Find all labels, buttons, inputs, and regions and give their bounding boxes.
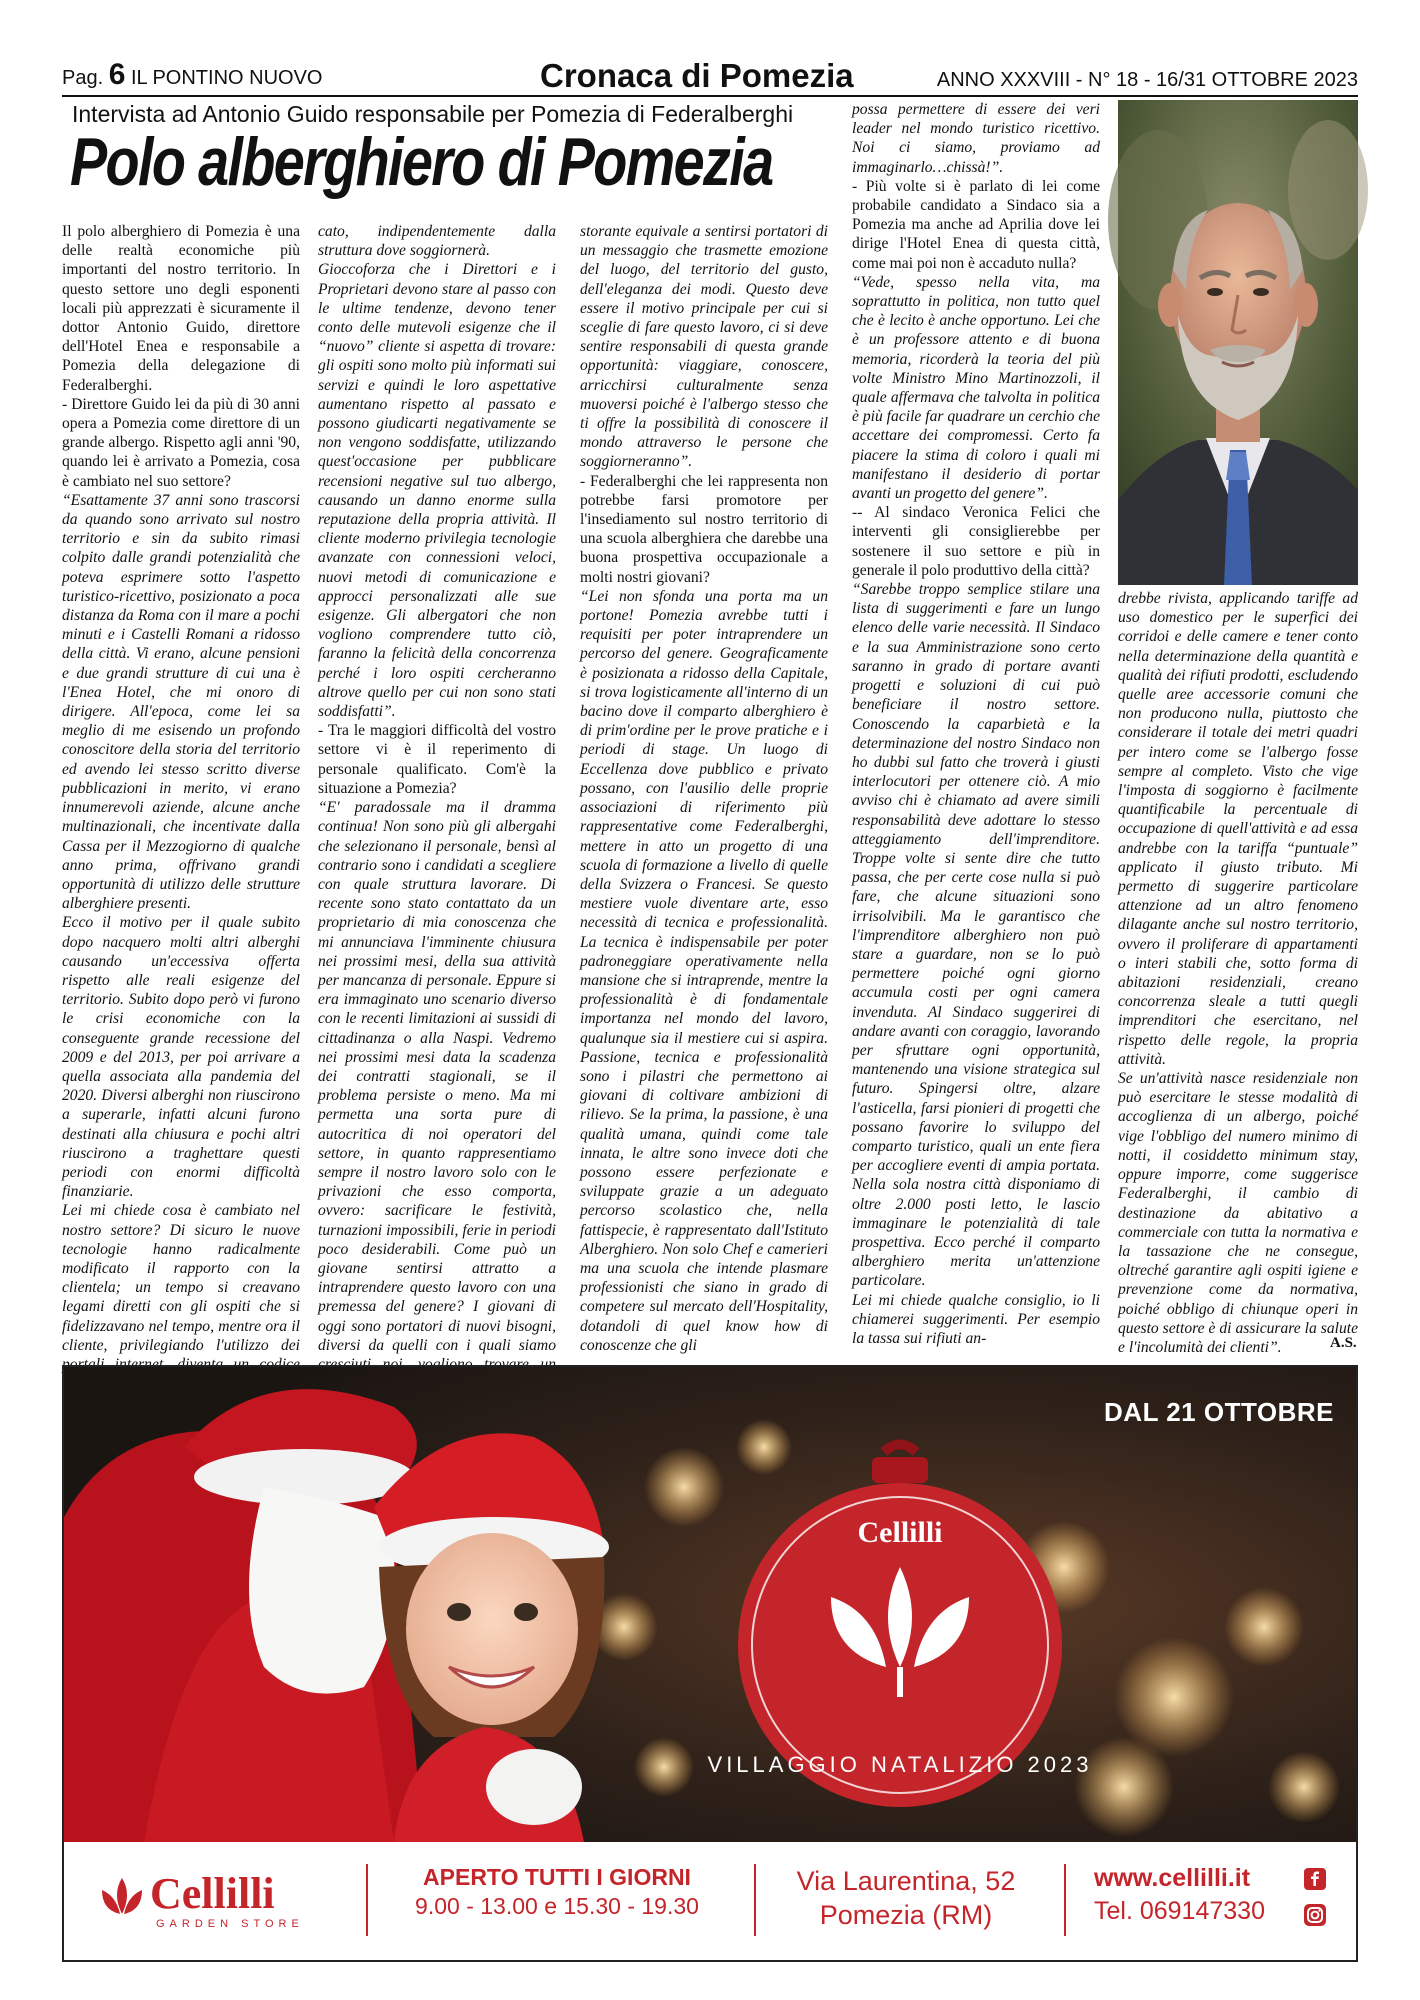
article-column-5	[1118, 589, 1358, 1356]
leaf-logo-icon	[98, 1874, 146, 1922]
paragraph: - Direttore Guido lei da più di 30 anni opera a Pomezia come direttore di un grande albergo. Rispetto agli anni '90, quando lei è arrivato a Pomezia, cosa è cambiato nel suo settore?	[62, 395, 300, 490]
paragraph: Lei mi chiede cosa è cambiato nel nostro settore? Di sicuro le nuove tecnologie hanno radicalmente modificato il rapporto con la clientela; un tempo si creavano legami diretti con gli ospiti che si fidelizzavano nel tempo, mentre ora il cliente, privilegiando l'utilizzo dei	[62, 1202, 300, 1354]
paragraph: Il polo alberghiero di Pomezia è una delle realtà economiche più importanti del nostro territorio. In questo settore uno degli esponenti locali più apprezzati è sicuramente il dottor Antonio Guido, direttore dell'Hotel Enea e responsabile a Pomezia della delegazione di Federalberghi.	[62, 223, 300, 394]
contact-info	[1094, 1864, 1265, 1926]
instagram-icon[interactable]	[1304, 1904, 1326, 1926]
hours-value: 9.00 - 13.00 e 15.30 - 19.30	[415, 1893, 699, 1919]
section-title: Cronaca di Pomezia	[540, 57, 854, 94]
logo-word: Cellilli	[150, 1869, 275, 1918]
brand-logo	[98, 1869, 328, 1932]
page-info	[62, 58, 322, 92]
portrait-illustration	[1118, 100, 1358, 585]
phone-number: Tel. 069147330	[1094, 1897, 1265, 1925]
date-banner: DAL 21 OTTOBRE	[1104, 1397, 1334, 1427]
header-rule	[62, 95, 1358, 97]
paragraph: “Lei non sfonda una porta ma un portone! Pomezia avrebbe tutti i requisiti per poter intraprendere un percorso del genere. Geograficamente è posizionata a ridosso della Capitale, si trova logisticamente all'interno di un bacino dove il comparto alberghiero è di prim'ordine per le prove pratiche e i periodi di stage. Un luogo di Eccellenza dove pubblico e privato possano, con l'ausilio delle proprie associazioni di riferimento più rappresentative come Federalberghi, mettere in atto un progetto di una scuola di formazione a livello di quelle della Svizzera o Francesi. Se questo mestiere vuole diventare arte, esso necessità di tecnica e professionalità. La tecnica è indispensabile per poter padroneggiare operativamente nella mansione che si intraprende, mentre la professionalità è di fondamentale importanza nel mondo del lavoro, qualunque sia il mestiere cui si aspira. Passione, tecnica e professionalità sono i pilastri che permettono ai giovani di coltivare ambizioni di rilievo. Se la prima, la passione, è una qualità umana, quindi come tale innata, le altre sono invece doti che possono essere perfezionate e sviluppate grazie a un adeguato percorso scolastico che, nella fattispecie, è rappresentato dall'Istituto Alberghiero. Non solo Chef e camerieri ma una scuola che intende plasmare professionisti che siano in grado di competere sul mercato dell'Hospitality, dotandoli di quel know how di conoscenze che gli	[580, 587, 828, 1354]
author-signature: A.S.	[1330, 1335, 1357, 1351]
paper-name: IL PONTINO NUOVO	[130, 67, 323, 89]
store-address	[776, 1864, 1036, 1932]
logo-subtitle: GARDEN STORE	[156, 1918, 304, 1930]
paragraph: Se un'attività nasce residenziale non può esercitare le stesse modalità di accoglienza di un albergo, poiché vige l'obbligo del numero minimo di notti, il cosiddetto minimum stay, oppure imporre, come suggerisce Federalberghi, il cambio di destinazione da abitativo a commerciale con tutta la normativa e la tassazione che ne consegue, oltreché garantire agli ospiti igiene e prevenzione come da normativa, poiché obbligo di chiunque operi in questo settore è di assicurare la salute e l'incolumità dei clienti”.	[1118, 1070, 1358, 1356]
advertisement	[62, 1365, 1358, 1962]
paragraph: “Sarebbe troppo semplice stilare una lista di suggerimenti e fare un lungo elenco delle varie necessità. Il Sindaco e la sua Amministrazione sono certo saranno in grado di portare avanti progetti e soluzioni di cui può beneficiare il nostro settore. Conoscendo la caparbietà e la determinazione del nostro Sindaco non ho dubbi sul fatto che troverà i giusti interlocutori per ottenere ciò. A mio avviso chi è chiamato ad avere simili responsabilità deve adottare lo stesso atteggiamento dell'imprenditore. Troppe volte si sente dire che tutto passa, che per certe cose nulla si può fare, che alcune situazioni sono irrisolvibili. Ma le garantisco che l'imprenditore alberghiero non può stare a guardare, non se lo può permettere poiché ogni giorno accumula costi per ogni camera invenduta. Al Sindaco suggerirei di andare avanti con coraggio, lavorando per sfruttare ogni opportunità, mantenendo una visione strategica sul futuro. Spingersi oltre, alzare l'asticella, farsi pionieri di progetti che possano favorire lo sviluppo del comparto turistico, quali un ente fiera per accogliere eventi di ampia portata. Nella sola nostra città disponiamo di oltre 2.000 posti letto, le lascio immaginare le potenzialità di tale prospettiva. Ecco perché il comparto alberghiero merita un'attenzione particolare.	[852, 581, 1100, 1290]
page-number: 6	[108, 58, 126, 91]
paragraph: “Vede, spesso nella vita, ma soprattutto in politica, non tutto quel che è lecito è anche opportuno. Lei che è un professore attento e di buona memoria, ricorderà la teoria del più volte Ministro Mino Martinozzoli, il quale affermava che talvolta in politica è più facile far quadrare un cerchio che accettare dei compromessi. Certo fa piacere la stima di coloro i quali mi manifestano il desiderio di portar avanti un progetto del genere”.	[852, 273, 1100, 503]
article-column-1	[62, 222, 300, 1354]
footer-divider	[754, 1864, 756, 1936]
page-label: Pag.	[62, 67, 104, 89]
ad-image	[64, 1367, 1356, 1842]
paragraph: - Federalberghi che lei rappresenta non potrebbe farsi promotore per l'insediamento sul nostro territorio di una scuola alberghiera che darebbe una buona prospettiva occupazionale a molti nostri giovani?	[580, 472, 828, 586]
page-header	[62, 57, 1358, 94]
christmas-scene-illustration	[64, 1367, 1356, 1842]
paragraph: - Più volte si è parlato di lei come probabile candidato a Sindaco sia a Pomezia ma anche ad Aprilia dove lei dirige l'Hotel Enea di questa città, come mai poi non è accaduto nulla?	[852, 177, 1100, 272]
footer-divider	[366, 1864, 368, 1936]
facebook-icon[interactable]	[1304, 1868, 1326, 1890]
paragraph: - Tra le maggiori difficoltà del vostro settore vi è il reperimento di personale qualificato. Com'è la situazione a Pomezia?	[318, 722, 556, 797]
paragraph: Gioccoforza che i Direttori e i Proprietari devono stare al passo con le ultime tendenze, devono tener conto delle mutevoli esigenze che il “nuovo” cliente si aspetta di trovare: gli ospiti sono molto più informati sui servizi e quindi le loro aspettative aumentano rispetto al passato e possono giudicarti negativamente se non vengono soddisfatte, utilizzando quest'occasione per pubblicare recensioni negative sul tuo albergo, causando un danno enorme sulla reputazione della propria attività. Il cliente moderno privilegia tecnologie avanzate con connessioni veloci, nuovi metodi di comunicazione e approcci personalizzati alle sue esigenze. Gli albergatori che non vogliono comprendere tutto ciò, faranno la felicità della concorrenza perché i loro ospiti cercheranno altrove quello per cui non sono stati soddisfatti”.	[318, 261, 556, 721]
article-column-3	[580, 222, 828, 1354]
article-column-2	[318, 222, 556, 1354]
hours-title: APERTO TUTTI I GIORNI	[423, 1864, 691, 1890]
paragraph: storante equivale a sentirsi portatori di un messaggio che trasmette emozione del luogo, del territorio del gusto, dell'eleganza dei modi. Questo deve essere il motivo principale per cui si sceglie di fare questo lavoro, ci si deve sentire responsabili di questa grande opportunità: viaggiare, conoscere, arricchirsi culturalmente senza muoversi poiché è l'albergo stesso che ti offre la possibilità di conoscere il mondo attraverso le persone che soggiorneranno”.	[580, 223, 828, 471]
paragraph: Ecco il motivo per il quale subito dopo nacquero molti altri alberghi causando un'eccessiva offerta rispetto alle reali esigenze del territorio. Subito dopo però vi furono le crisi economiche con la conseguente grande recessione del 2009 e del 2013, per poi arrivare a quella associata alla pandemia del 2020. Diversi alberghi non riuscirono a superarle, infatti alcuni furono destinati alla chiusura e pochi altri riuscirono a traghettare questi periodi con enormi difficoltà finanziarie.	[62, 914, 300, 1201]
badge-brand: Cellilli	[857, 1516, 943, 1549]
paragraph: Lei mi chiede qualche consiglio, io li chiamerei suggerimenti. Per esempio la tassa sui rifiuti an-	[852, 1291, 1100, 1347]
article-title: Polo alberghiero di Pomezia	[70, 124, 773, 200]
ad-footer	[64, 1842, 1356, 1960]
opening-hours	[392, 1864, 722, 1920]
paragraph: drebbe rivista, applicando tariffe ad uso domestico per le superfici dei corridoi e delle camere e tener conto nella determinazione della quantità e qualità dei rifiuti prodotti, escludendo quelle aree accessorie comuni che non producono nulla, piuttosto che considerare il totale dei metri quadri per intero come se l'albergo fosse sempre al completo. Visto che vige l'imposta di soggiorno è facilmente quantificabile la percentuale di occupazione di quell'attività e ad essa andrebbe con la tariffa “puntuale” applicato il giusto tributo. Mi permetto di suggerire particolare attenzione ad un altro fenomeno dilagante anche sul nostro territorio, ovvero il proliferare di appartamenti o interi stabili che, sotto forma di abitazioni residenziali, creano concorrenza sleale a tutti quegli imprenditori che esercitano, nel rispetto delle regole, la propria attività.	[1118, 590, 1358, 1068]
address-line-2: Pomezia (RM)	[819, 1900, 993, 1930]
footer-divider	[1064, 1864, 1066, 1936]
portrait-photo	[1118, 100, 1358, 585]
badge-text: VILLAGGIO NATALIZIO 2023	[707, 1752, 1093, 1777]
website-link[interactable]: www.cellilli.it	[1094, 1864, 1251, 1892]
address-line-1: Via Laurentina, 52	[796, 1866, 1016, 1896]
paragraph: “E' paradossale ma il dramma continua! Non sono più gli albergahi che selezionano il personale, bensì al contrario sono i candidati a scegliere con quale struttura lavorare. Di recente sono stato contattato da un proprietario di mia conoscenza che mi annunciava l'imminente chiusura nei prossimi mesi, della sua attività per mancanza di personale. Eppure si era immaginato uno scenario diverso con le recenti limitazioni ai sussidi di cittadinanza o alla Naspi. Vedremo nei prossimi mesi data la scadenza dei contratti stagionali, se il problema persiste o meno. Ma mi permetta una sorta pure di autocritica di noi operatori del settore, in quanto rappresentiamo sempre il nostro lavoro solo con le privazioni che esso comporta, ovvero: sacrificare le festività, turnazioni impossibili, ferie in periodi poco desiderabili. Come può un giovane sentirsi attratto a intraprendere questo lavoro con una premessa del genere? I giovani di oggi sono portatori di nuovi bisogni, diversi da quelli con i quali siamo	[318, 799, 556, 1354]
article-kicker: Intervista ad Antonio Guido responsabile per Pomezia di Federalberghi	[72, 101, 794, 127]
paragraph: -- Al sindaco Veronica Felici che interventi gli consiglierebbe per sostenere il suo settore e più in generale il polo produttivo della città?	[852, 504, 1100, 579]
article-column-4	[852, 100, 1100, 1355]
paragraph: “Esattamente 37 anni sono trascorsi da quando sono arrivato sul nostro territorio e sin da subito rimasi colpito dalle grandi potenzialità che poteva esprimere sotto l'aspetto turistico-ricettivo, posizionato a poca distanza da Roma con il mare a pochi minuti e i Castelli Romani a ridosso della città. Vi erano, alcune pensioni e due grandi strutture di cui una è l'Enea Hotel, che mi onoro di dirigere. All'epoca, come lei sa meglio di me esisendo un profondo conoscitore della storia del territorio ed avendo lei stesso scritto diverse pubblicazioni in merito, vi erano innumerevoli aziende, alcune anche multinazionali, che incentivate dalla Cassa per il Mezzogiorno di qualche anno prima, offrivano grandi opportunità di utilizzo delle strutture alberghiere presenti.	[62, 491, 300, 913]
issue-info: ANNO XXXVIII - N° 18 - 16/31 OTTOBRE 2023	[936, 69, 1358, 91]
paragraph: cato, indipendentemente dalla struttura dove soggiornerà.	[318, 223, 556, 260]
paragraph: possa permettere di essere dei veri leader nel mondo turistico ricettivo. Noi ci siamo, proviamo ad immaginarlo…chissà!”.	[852, 101, 1100, 176]
